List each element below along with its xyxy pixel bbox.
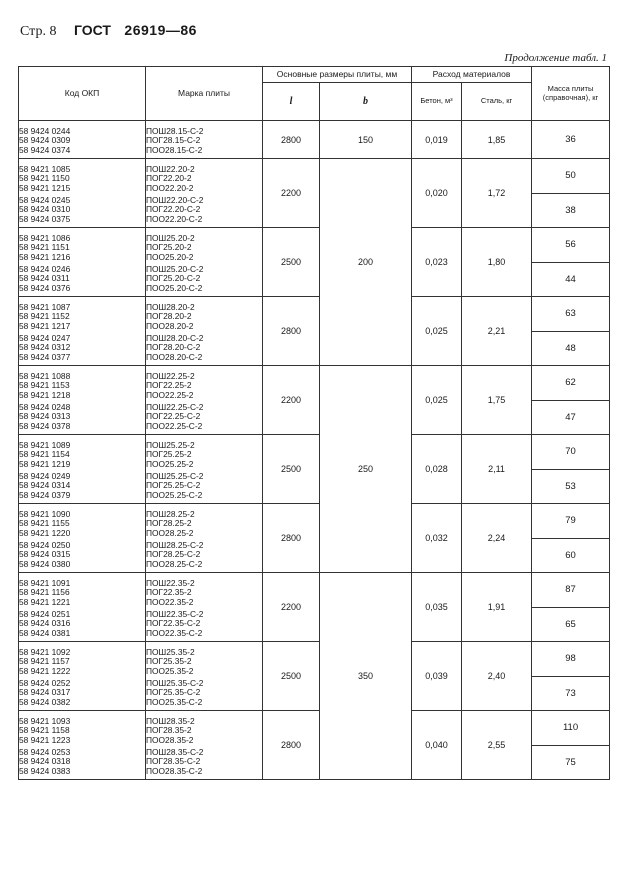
code-cell [19, 504, 146, 573]
header-b: b [320, 83, 412, 121]
page-number: Стр. 8 [20, 24, 57, 39]
concrete-volume: 0,023 [412, 228, 462, 297]
plate-mark: ПОГ22.35-С-2 [146, 618, 201, 629]
code-block [19, 748, 145, 779]
code-block [19, 121, 145, 158]
okp-code: 58 9424 0317 [19, 687, 71, 698]
plate-mark: ПОШ25.25-С-2 [146, 471, 204, 481]
plate-mark: ПОШ22.35-2 [146, 578, 195, 588]
okp-code: 58 9424 0309 [19, 135, 71, 146]
steel-mass: 1,72 [462, 159, 532, 228]
okp-code: 58 9424 0383 [19, 765, 71, 776]
mark-block [146, 573, 262, 610]
plate-mark: ПОШ25.25-2 [146, 440, 195, 450]
steel-mass: 1,80 [462, 228, 532, 297]
okp-code: 58 9424 0378 [19, 420, 71, 431]
mark-block [146, 748, 262, 779]
table-row [19, 573, 610, 608]
mark-cell [146, 435, 263, 504]
mark-cell [146, 366, 263, 435]
plate-mark: ПОГ25.20-2 [146, 242, 192, 253]
plate-mark: ПОГ28.35-2 [146, 725, 192, 736]
concrete-volume: 0,028 [412, 435, 462, 504]
okp-code: 58 9421 1093 [19, 716, 71, 726]
okp-code: 58 9424 0252 [19, 678, 71, 688]
mark-cell [146, 297, 263, 366]
plate-mark: ПОШ22.20-С-2 [146, 195, 204, 205]
okp-code: 58 9421 1150 [19, 173, 70, 184]
okp-code: 58 9424 0315 [19, 549, 71, 560]
header-mass: Масса плиты (справочная), кг [532, 67, 610, 121]
header-l: l [263, 83, 320, 121]
okp-code: 58 9421 1092 [19, 647, 71, 657]
dimension-l: 2500 [263, 435, 320, 504]
code-block [19, 435, 145, 472]
plate-mark: ПОО28.35-С-2 [146, 765, 203, 776]
dimension-l: 2200 [263, 573, 320, 642]
code-cell [19, 435, 146, 504]
okp-code: 58 9421 1217 [19, 320, 71, 331]
code-cell [19, 159, 146, 228]
okp-code: 58 9421 1087 [19, 302, 71, 312]
plate-mark: ПОО22.25-2 [146, 389, 194, 400]
okp-code: 58 9424 0313 [19, 411, 71, 422]
plate-mass: 73 [532, 676, 610, 711]
code-block [19, 297, 145, 334]
code-block [19, 159, 145, 196]
table-row [19, 297, 610, 332]
mark-block [146, 435, 262, 472]
plate-mass: 62 [532, 366, 610, 401]
plate-mass: 75 [532, 745, 610, 780]
okp-code: 58 9424 0314 [19, 480, 71, 491]
okp-code: 58 9424 0316 [19, 618, 71, 629]
plate-mark: ПОШ22.25-2 [146, 371, 195, 381]
code-cell [19, 297, 146, 366]
okp-code: 58 9424 0375 [19, 213, 71, 224]
code-block [19, 610, 145, 641]
okp-code: 58 9421 1219 [19, 458, 71, 469]
steel-mass: 2,24 [462, 504, 532, 573]
table-row [19, 366, 610, 401]
mark-cell [146, 121, 263, 159]
header-code: Код ОКП [19, 67, 146, 121]
mark-cell [146, 228, 263, 297]
plate-mass: 53 [532, 469, 610, 504]
okp-code: 58 9424 0246 [19, 264, 71, 274]
concrete-volume: 0,039 [412, 642, 462, 711]
code-cell [19, 121, 146, 159]
okp-code: 58 9424 0244 [19, 126, 71, 136]
table-row [19, 159, 610, 194]
plate-mark: ПОГ25.35-С-2 [146, 687, 201, 698]
dimension-b: 350 [320, 573, 412, 780]
dimension-b: 200 [320, 159, 412, 366]
plate-mark: ПОШ25.20-С-2 [146, 264, 204, 274]
concrete-volume: 0,025 [412, 297, 462, 366]
dimension-l: 2200 [263, 159, 320, 228]
okp-code: 58 9421 1088 [19, 371, 71, 381]
code-cell [19, 642, 146, 711]
mark-cell [146, 642, 263, 711]
plate-mark: ПОШ25.35-С-2 [146, 678, 204, 688]
code-cell [19, 573, 146, 642]
steel-mass: 2,55 [462, 711, 532, 780]
table-row [19, 642, 610, 677]
okp-code: 58 9424 0312 [19, 342, 71, 353]
code-block [19, 366, 145, 403]
plate-mark: ПОО25.25-2 [146, 458, 194, 469]
steel-mass: 2,40 [462, 642, 532, 711]
plate-mass: 110 [532, 711, 610, 746]
code-block [19, 679, 145, 710]
plate-mass: 70 [532, 435, 610, 470]
code-cell [19, 366, 146, 435]
plate-mark: ПОГ22.20-С-2 [146, 204, 201, 215]
okp-code: 58 9421 1220 [19, 527, 71, 538]
plate-mark: ПОШ25.20-2 [146, 233, 195, 243]
concrete-volume: 0,020 [412, 159, 462, 228]
plate-mass: 47 [532, 400, 610, 435]
plate-mark: ПОШ28.35-2 [146, 716, 195, 726]
plate-mark: ПОГ22.20-2 [146, 173, 192, 184]
plate-mark: ПОГ25.35-2 [146, 656, 192, 667]
okp-code: 58 9421 1157 [19, 656, 70, 667]
okp-code: 58 9424 0250 [19, 540, 71, 550]
plate-mark: ПОО22.20-С-2 [146, 213, 203, 224]
okp-code: 58 9424 0376 [19, 282, 71, 293]
dimension-b: 250 [320, 366, 412, 573]
plate-mass: 56 [532, 228, 610, 263]
mark-block [146, 711, 262, 748]
plate-mass: 36 [532, 121, 610, 159]
plate-mark: ПОО22.20-2 [146, 182, 194, 193]
code-block [19, 196, 145, 227]
plate-mark: ПОГ25.25-2 [146, 449, 192, 460]
concrete-volume: 0,025 [412, 366, 462, 435]
okp-code: 58 9421 1156 [19, 587, 70, 598]
okp-code: 58 9421 1222 [19, 665, 71, 676]
mark-block [146, 403, 262, 434]
plate-mark: ПОО28.15-С-2 [146, 144, 203, 155]
code-block [19, 403, 145, 434]
plate-mark: ПОГ28.25-2 [146, 518, 192, 529]
dimension-l: 2800 [263, 121, 320, 159]
mark-block [146, 196, 262, 227]
steel-mass: 1,75 [462, 366, 532, 435]
plate-mark: ПОГ28.35-С-2 [146, 756, 201, 767]
gost-number: 26919—86 [124, 22, 197, 38]
plate-mark: ПОШ22.25-С-2 [146, 402, 204, 412]
mark-cell [146, 711, 263, 780]
okp-code: 58 9424 0245 [19, 195, 71, 205]
plate-mark: ПОШ28.35-С-2 [146, 747, 204, 757]
okp-code: 58 9421 1085 [19, 164, 71, 174]
header-concrete: Бетон, м³ [412, 83, 462, 121]
mark-block [146, 159, 262, 196]
plate-mark: ПОО25.25-С-2 [146, 489, 203, 500]
steel-mass: 2,21 [462, 297, 532, 366]
steel-mass: 1,85 [462, 121, 532, 159]
mark-block [146, 334, 262, 365]
plate-mark: ПОО28.20-2 [146, 320, 194, 331]
okp-code: 58 9421 1086 [19, 233, 71, 243]
plate-mark: ПОО28.35-2 [146, 734, 194, 745]
plate-mass: 65 [532, 607, 610, 642]
code-block [19, 711, 145, 748]
okp-code: 58 9421 1152 [19, 311, 70, 322]
table-row [19, 711, 610, 746]
plate-mass: 98 [532, 642, 610, 677]
okp-code: 58 9421 1154 [19, 449, 70, 460]
okp-code: 58 9424 0381 [19, 627, 71, 638]
code-block [19, 334, 145, 365]
okp-code: 58 9424 0374 [19, 144, 71, 155]
plate-mass: 50 [532, 159, 610, 194]
mark-cell [146, 159, 263, 228]
table-row [19, 504, 610, 539]
concrete-volume: 0,040 [412, 711, 462, 780]
plate-mass: 44 [532, 262, 610, 297]
concrete-volume: 0,035 [412, 573, 462, 642]
code-block [19, 472, 145, 503]
steel-mass: 1,91 [462, 573, 532, 642]
plate-mark: ПОШ28.25-2 [146, 509, 195, 519]
plate-mark: ПОШ28.20-С-2 [146, 333, 204, 343]
okp-code: 58 9421 1221 [19, 596, 71, 607]
plate-mark: ПОШ28.15-С-2 [146, 126, 204, 136]
okp-code: 58 9421 1089 [19, 440, 71, 450]
okp-code: 58 9424 0379 [19, 489, 71, 500]
steel-mass: 2,11 [462, 435, 532, 504]
okp-code: 58 9424 0249 [19, 471, 71, 481]
okp-code: 58 9421 1216 [19, 251, 71, 262]
plate-mark: ПОО25.35-С-2 [146, 696, 203, 707]
table-continuation-note: Продолжение табл. 1 [504, 52, 607, 64]
mark-block [146, 504, 262, 541]
okp-code: 58 9421 1218 [19, 389, 71, 400]
okp-code: 58 9421 1223 [19, 734, 71, 745]
plate-mass: 60 [532, 538, 610, 573]
okp-code: 58 9421 1090 [19, 509, 71, 519]
dimension-l: 2500 [263, 228, 320, 297]
plate-mark: ПОГ28.15-С-2 [146, 135, 201, 146]
mark-block [146, 610, 262, 641]
code-cell [19, 711, 146, 780]
okp-code: 58 9421 1153 [19, 380, 70, 391]
plate-mark: ПОГ22.25-2 [146, 380, 192, 391]
mark-block [146, 472, 262, 503]
dimension-l: 2500 [263, 642, 320, 711]
okp-code: 58 9424 0382 [19, 696, 71, 707]
plate-mark: ПОШ25.35-2 [146, 647, 195, 657]
okp-code: 58 9424 0318 [19, 756, 71, 767]
code-block [19, 541, 145, 572]
okp-code: 58 9424 0247 [19, 333, 71, 343]
table-row [19, 121, 610, 159]
okp-code: 58 9424 0310 [19, 204, 71, 215]
dimension-l: 2200 [263, 366, 320, 435]
plate-mark: ПОО25.35-2 [146, 665, 194, 676]
plate-mark: ПОО28.25-С-2 [146, 558, 203, 569]
okp-code: 58 9421 1151 [19, 242, 70, 253]
code-block [19, 642, 145, 679]
dimension-l: 2800 [263, 504, 320, 573]
plate-mass: 63 [532, 297, 610, 332]
plate-mark: ПОШ22.35-С-2 [146, 609, 204, 619]
mark-block [146, 121, 262, 158]
code-block [19, 573, 145, 610]
dimension-l: 2800 [263, 297, 320, 366]
okp-code: 58 9424 0251 [19, 609, 71, 619]
header-mark: Марка плиты [146, 67, 263, 121]
plate-mark: ПОГ25.20-С-2 [146, 273, 201, 284]
mark-block [146, 366, 262, 403]
plate-mass: 87 [532, 573, 610, 608]
okp-code: 58 9424 0311 [19, 273, 70, 284]
mark-block [146, 541, 262, 572]
gost-label: ГОСТ [73, 22, 111, 38]
okp-code: 58 9424 0377 [19, 351, 71, 362]
table-row [19, 228, 610, 263]
mark-cell [146, 504, 263, 573]
okp-code: 58 9421 1091 [19, 578, 71, 588]
plate-mark: ПОГ28.20-С-2 [146, 342, 201, 353]
plate-mark: ПОО25.20-С-2 [146, 282, 203, 293]
code-block [19, 265, 145, 296]
plate-mark: ПОГ22.35-2 [146, 587, 192, 598]
mark-block [146, 228, 262, 265]
dimension-l: 2800 [263, 711, 320, 780]
mark-cell [146, 573, 263, 642]
plate-mark: ПОШ28.25-С-2 [146, 540, 204, 550]
mark-block [146, 642, 262, 679]
plate-mass: 38 [532, 193, 610, 228]
plate-mass: 79 [532, 504, 610, 539]
okp-code: 58 9424 0380 [19, 558, 71, 569]
plate-mark: ПОГ28.20-2 [146, 311, 192, 322]
page-header [20, 22, 197, 40]
plate-mark: ПОГ28.25-С-2 [146, 549, 201, 560]
okp-code: 58 9421 1155 [19, 518, 70, 529]
plate-mark: ПОШ28.20-2 [146, 302, 195, 312]
plate-mark: ПОО22.35-С-2 [146, 627, 203, 638]
plate-mark: ПОШ22.20-2 [146, 164, 195, 174]
table-row [19, 435, 610, 470]
concrete-volume: 0,032 [412, 504, 462, 573]
plate-mark: ПОО28.20-С-2 [146, 351, 203, 362]
code-block [19, 504, 145, 541]
okp-code: 58 9421 1215 [19, 182, 71, 193]
okp-code: 58 9421 1158 [19, 725, 70, 736]
plate-mark: ПОГ25.25-С-2 [146, 480, 201, 491]
header-consumption: Расход материалов [412, 67, 532, 83]
header-dims: Основные размеры плиты, мм [263, 67, 412, 83]
plate-mark: ПОО22.35-2 [146, 596, 194, 607]
okp-code: 58 9424 0248 [19, 402, 71, 412]
mark-block [146, 679, 262, 710]
code-block [19, 228, 145, 265]
okp-code: 58 9424 0253 [19, 747, 71, 757]
dimension-b: 150 [320, 121, 412, 159]
specification-table [18, 66, 610, 780]
header-steel: Сталь, кг [462, 83, 532, 121]
plate-mark: ПОО28.25-2 [146, 527, 194, 538]
concrete-volume: 0,019 [412, 121, 462, 159]
plate-mark: ПОГ22.25-С-2 [146, 411, 201, 422]
plate-mark: ПОО25.20-2 [146, 251, 194, 262]
code-cell [19, 228, 146, 297]
plate-mass: 48 [532, 331, 610, 366]
mark-block [146, 297, 262, 334]
mark-block [146, 265, 262, 296]
plate-mark: ПОО22.25-С-2 [146, 420, 203, 431]
